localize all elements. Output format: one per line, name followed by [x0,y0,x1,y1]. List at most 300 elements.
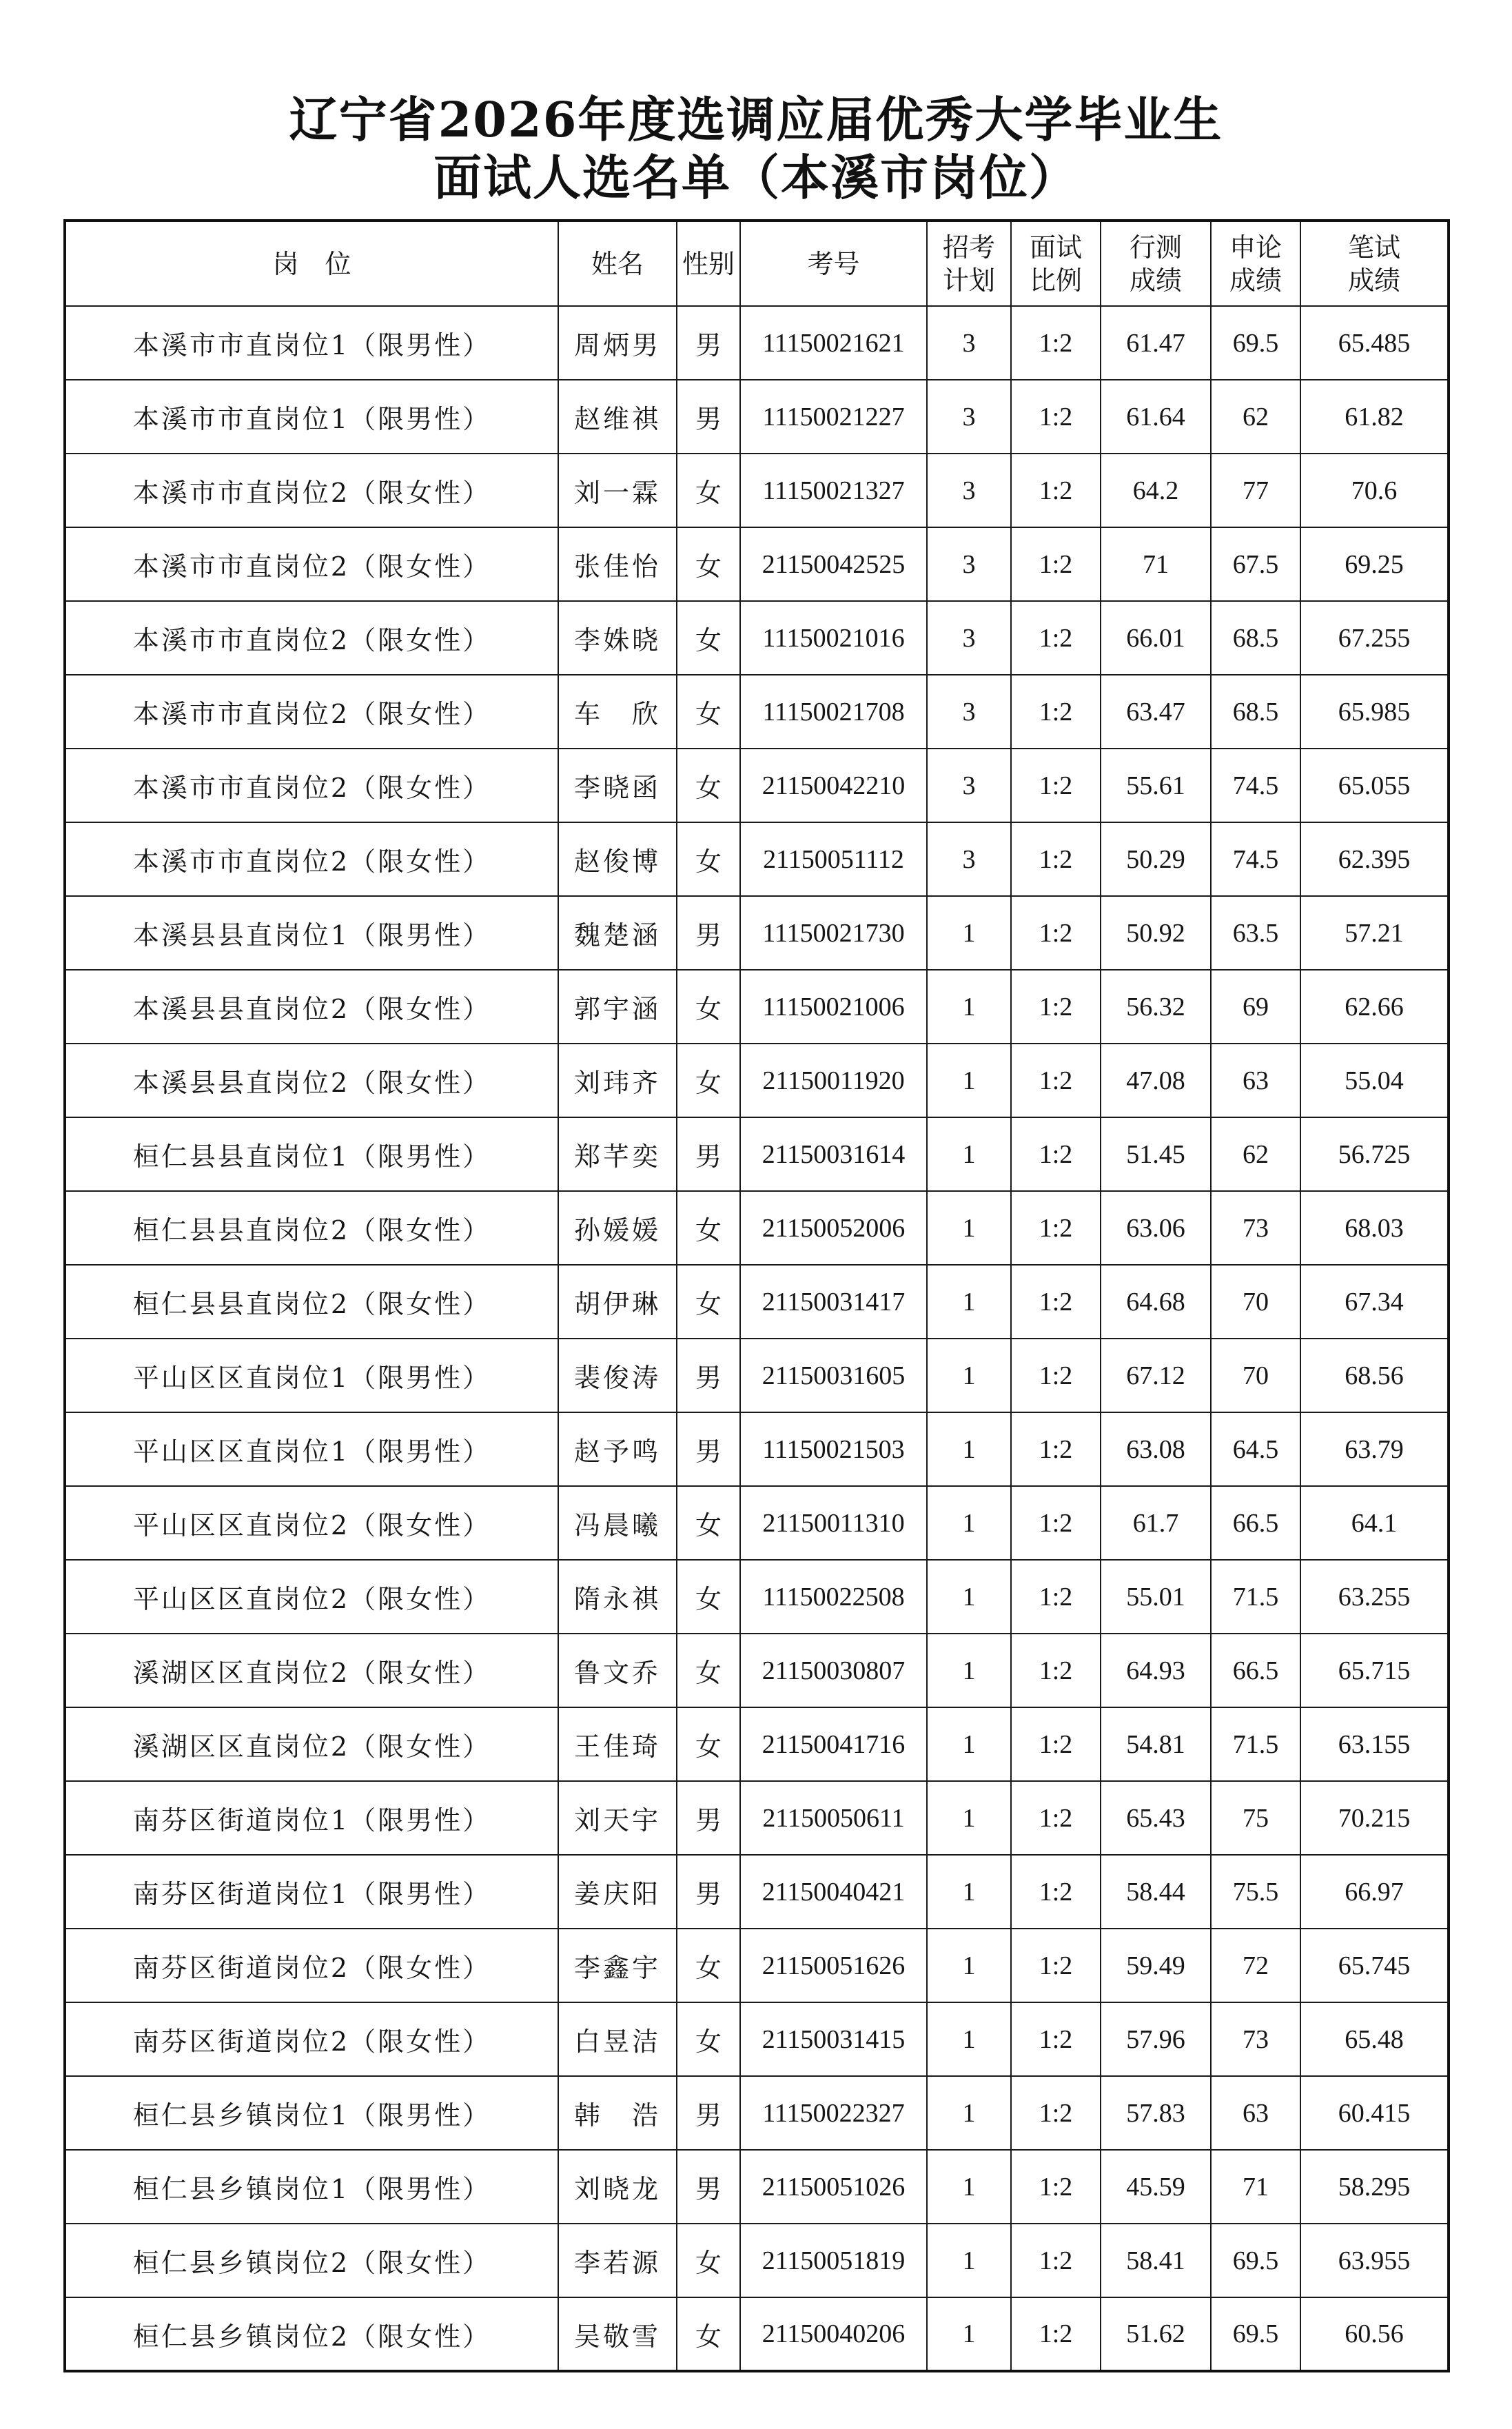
plan-cell: 1 [927,2150,1011,2224]
written-score-cell: 66.97 [1300,1855,1449,1929]
gender-cell: 女 [677,1486,740,1560]
plan-cell: 1 [927,1560,1011,1634]
post-cell: 本溪市市直岗位2（限女性） [65,675,558,749]
name-cell: 赵俊博 [558,822,677,896]
name-cell: 裴俊涛 [558,1339,677,1412]
table-row [65,749,1449,822]
post-cell: 桓仁县乡镇岗位2（限女性） [65,2297,558,2371]
written-score-cell: 68.03 [1300,1191,1449,1265]
post-cell: 平山区区直岗位2（限女性） [65,1560,558,1634]
written-score-cell: 61.82 [1300,380,1449,454]
xingce-score-cell: 61.7 [1101,1486,1211,1560]
post-cell: 溪湖区区直岗位2（限女性） [65,1634,558,1707]
table-row [65,1560,1449,1634]
xingce-score-cell: 61.47 [1101,306,1211,380]
gender-cell: 女 [677,2297,740,2371]
post-cell: 桓仁县县直岗位2（限女性） [65,1265,558,1339]
table-row [65,2076,1449,2150]
header-xingce-line2: 成绩 [1129,265,1182,296]
name-cell: 刘晓龙 [558,2150,677,2224]
written-score-cell: 60.415 [1300,2076,1449,2150]
table-row [65,1191,1449,1265]
header-post: 岗 位 [65,221,558,306]
post-cell: 本溪市市直岗位1（限男性） [65,306,558,380]
shenlun-score-cell: 69.5 [1211,2224,1300,2297]
plan-cell: 1 [927,1486,1011,1560]
plan-cell: 3 [927,675,1011,749]
xingce-score-cell: 71 [1101,527,1211,601]
exam-no-cell: 21150031605 [740,1339,927,1412]
post-cell: 桓仁县县直岗位2（限女性） [65,1191,558,1265]
xingce-score-cell: 58.41 [1101,2224,1211,2297]
written-score-cell: 62.66 [1300,970,1449,1044]
written-score-cell: 56.725 [1300,1117,1449,1191]
xingce-score-cell: 63.47 [1101,675,1211,749]
table-row [65,1486,1449,1560]
shenlun-score-cell: 70 [1211,1339,1300,1412]
shenlun-score-cell: 73 [1211,2002,1300,2076]
shenlun-score-cell: 75.5 [1211,1855,1300,1929]
gender-cell: 女 [677,601,740,675]
post-cell: 南芬区街道岗位2（限女性） [65,1929,558,2002]
plan-cell: 3 [927,306,1011,380]
shenlun-score-cell: 64.5 [1211,1412,1300,1486]
shenlun-score-cell: 66.5 [1211,1634,1300,1707]
ratio-cell: 1:2 [1011,1929,1101,2002]
written-score-cell: 63.255 [1300,1560,1449,1634]
xingce-score-cell: 50.92 [1101,896,1211,970]
ratio-cell: 1:2 [1011,1560,1101,1634]
plan-cell: 1 [927,1044,1011,1117]
plan-cell: 1 [927,1412,1011,1486]
header-plan-line1: 招考 [942,232,995,263]
ratio-cell: 1:2 [1011,306,1101,380]
name-cell: 刘玮齐 [558,1044,677,1117]
name-cell: 姜庆阳 [558,1855,677,1929]
gender-cell: 女 [677,2002,740,2076]
xingce-score-cell: 54.81 [1101,1707,1211,1781]
exam-no-cell: 21150011920 [740,1044,927,1117]
xingce-score-cell: 67.12 [1101,1339,1211,1412]
name-cell: 张佳怡 [558,527,677,601]
post-cell: 本溪县县直岗位1（限男性） [65,896,558,970]
name-cell: 王佳琦 [558,1707,677,1781]
exam-no-cell: 21150041716 [740,1707,927,1781]
plan-cell: 3 [927,749,1011,822]
xingce-score-cell: 63.08 [1101,1412,1211,1486]
xingce-score-cell: 50.29 [1101,822,1211,896]
ratio-cell: 1:2 [1011,1486,1101,1560]
exam-no-cell: 11150021016 [740,601,927,675]
xingce-score-cell: 61.64 [1101,380,1211,454]
written-score-cell: 69.25 [1300,527,1449,601]
name-cell: 吴敬雪 [558,2297,677,2371]
name-cell: 白昱洁 [558,2002,677,2076]
xingce-score-cell: 66.01 [1101,601,1211,675]
post-cell: 本溪市市直岗位2（限女性） [65,454,558,527]
shenlun-score-cell: 63 [1211,2076,1300,2150]
plan-cell: 3 [927,380,1011,454]
header-xingce-line1: 行测 [1129,232,1182,263]
ratio-cell: 1:2 [1011,1634,1101,1707]
header-ratio-line2: 比例 [1029,265,1082,296]
table-row [65,1929,1449,2002]
gender-cell: 男 [677,1781,740,1855]
post-cell: 平山区区直岗位2（限女性） [65,1486,558,1560]
table-row [65,2297,1449,2371]
page-subtitle: 面试人选名单（本溪市岗位） [433,149,1079,206]
ratio-cell: 1:2 [1011,527,1101,601]
plan-cell: 1 [927,1634,1011,1707]
plan-cell: 3 [927,454,1011,527]
ratio-cell: 1:2 [1011,749,1101,822]
post-cell: 平山区区直岗位1（限男性） [65,1412,558,1486]
exam-no-cell: 21150052006 [740,1191,927,1265]
table-row [65,1339,1449,1412]
xingce-score-cell: 56.32 [1101,970,1211,1044]
post-cell: 本溪市市直岗位2（限女性） [65,527,558,601]
table-row [65,527,1449,601]
shenlun-score-cell: 74.5 [1211,749,1300,822]
post-cell: 桓仁县乡镇岗位1（限男性） [65,2150,558,2224]
plan-cell: 1 [927,2224,1011,2297]
post-cell: 南芬区街道岗位1（限男性） [65,1781,558,1855]
header-written-line2: 成绩 [1347,265,1400,296]
shenlun-score-cell: 74.5 [1211,822,1300,896]
xingce-score-cell: 45.59 [1101,2150,1211,2224]
plan-cell: 1 [927,1929,1011,2002]
table-row [65,2002,1449,2076]
header-plan-line2: 计划 [942,265,995,296]
shenlun-score-cell: 68.5 [1211,675,1300,749]
written-score-cell: 55.04 [1300,1044,1449,1117]
written-score-cell: 64.1 [1300,1486,1449,1560]
gender-cell: 女 [677,527,740,601]
gender-cell: 男 [677,896,740,970]
candidate-table [63,219,1450,2372]
name-cell: 刘一霖 [558,454,677,527]
name-cell: 李姝晓 [558,601,677,675]
exam-no-cell: 21150040421 [740,1855,927,1929]
ratio-cell: 1:2 [1011,1191,1101,1265]
page-title: 辽宁省2026年度选调应届优秀大学毕业生 [289,91,1223,148]
shenlun-score-cell: 68.5 [1211,601,1300,675]
written-score-cell: 67.34 [1300,1265,1449,1339]
ratio-cell: 1:2 [1011,2297,1101,2371]
table-row [65,1707,1449,1781]
xingce-score-cell: 64.68 [1101,1265,1211,1339]
gender-cell: 女 [677,1929,740,2002]
exam-no-cell: 21150050611 [740,1781,927,1855]
post-cell: 本溪市市直岗位2（限女性） [65,749,558,822]
written-score-cell: 63.155 [1300,1707,1449,1781]
shenlun-score-cell: 71.5 [1211,1707,1300,1781]
written-score-cell: 67.255 [1300,601,1449,675]
written-score-cell: 63.955 [1300,2224,1449,2297]
name-cell: 胡伊琳 [558,1265,677,1339]
exam-no-cell: 21150040206 [740,2297,927,2371]
post-cell: 南芬区街道岗位1（限男性） [65,1855,558,1929]
plan-cell: 1 [927,970,1011,1044]
exam-no-cell: 21150042525 [740,527,927,601]
ratio-cell: 1:2 [1011,1781,1101,1855]
xingce-score-cell: 59.49 [1101,1929,1211,2002]
shenlun-score-cell: 77 [1211,454,1300,527]
written-score-cell: 57.21 [1300,896,1449,970]
plan-cell: 1 [927,1707,1011,1781]
ratio-cell: 1:2 [1011,1265,1101,1339]
name-cell: 李晓函 [558,749,677,822]
header-row [65,221,1449,306]
exam-no-cell: 11150021006 [740,970,927,1044]
post-cell: 本溪县县直岗位2（限女性） [65,1044,558,1117]
shenlun-score-cell: 63 [1211,1044,1300,1117]
written-score-cell: 65.48 [1300,2002,1449,2076]
table-row [65,601,1449,675]
gender-cell: 女 [677,970,740,1044]
ratio-cell: 1:2 [1011,822,1101,896]
exam-no-cell: 21150031415 [740,2002,927,2076]
written-score-cell: 70.215 [1300,1781,1449,1855]
written-score-cell: 60.56 [1300,2297,1449,2371]
gender-cell: 女 [677,1265,740,1339]
name-cell: 韩 浩 [558,2076,677,2150]
post-cell: 平山区区直岗位1（限男性） [65,1339,558,1412]
exam-no-cell: 21150030807 [740,1634,927,1707]
exam-no-cell: 21150051626 [740,1929,927,2002]
shenlun-score-cell: 66.5 [1211,1486,1300,1560]
name-cell: 李鑫宇 [558,1929,677,2002]
written-score-cell: 58.295 [1300,2150,1449,2224]
table-row [65,822,1449,896]
table-row [65,1265,1449,1339]
ratio-cell: 1:2 [1011,1707,1101,1781]
exam-no-cell: 11150021227 [740,380,927,454]
ratio-cell: 1:2 [1011,2002,1101,2076]
exam-no-cell: 11150021708 [740,675,927,749]
plan-cell: 3 [927,822,1011,896]
ratio-cell: 1:2 [1011,970,1101,1044]
exam-no-cell: 21150051112 [740,822,927,896]
gender-cell: 女 [677,822,740,896]
shenlun-score-cell: 71 [1211,2150,1300,2224]
table-row [65,454,1449,527]
table-row [65,306,1449,380]
header-xingce [1101,221,1211,306]
name-cell: 鲁文乔 [558,1634,677,1707]
table-row [65,1412,1449,1486]
xingce-score-cell: 55.01 [1101,1560,1211,1634]
post-cell: 桓仁县县直岗位1（限男性） [65,1117,558,1191]
xingce-score-cell: 65.43 [1101,1781,1211,1855]
shenlun-score-cell: 69 [1211,970,1300,1044]
ratio-cell: 1:2 [1011,2150,1101,2224]
plan-cell: 1 [927,1191,1011,1265]
plan-cell: 1 [927,2002,1011,2076]
name-cell: 郑芊奕 [558,1117,677,1191]
gender-cell: 男 [677,2150,740,2224]
exam-no-cell: 21150031417 [740,1265,927,1339]
name-cell: 冯晨曦 [558,1486,677,1560]
table-row [65,1855,1449,1929]
exam-no-cell: 21150011310 [740,1486,927,1560]
header-name: 姓名 [558,221,677,306]
written-score-cell: 65.745 [1300,1929,1449,2002]
post-cell: 桓仁县乡镇岗位2（限女性） [65,2224,558,2297]
post-cell: 本溪市市直岗位2（限女性） [65,601,558,675]
gender-cell: 女 [677,2224,740,2297]
header-written-line1: 笔试 [1347,232,1400,263]
gender-cell: 女 [677,1707,740,1781]
gender-cell: 男 [677,1412,740,1486]
written-score-cell: 68.56 [1300,1339,1449,1412]
header-shenlun-line2: 成绩 [1229,265,1282,296]
table-row [65,1781,1449,1855]
ratio-cell: 1:2 [1011,675,1101,749]
gender-cell: 女 [677,1044,740,1117]
gender-cell: 男 [677,380,740,454]
written-score-cell: 65.485 [1300,306,1449,380]
name-cell: 周炳男 [558,306,677,380]
table-row [65,2224,1449,2297]
ratio-cell: 1:2 [1011,896,1101,970]
name-cell: 魏楚涵 [558,896,677,970]
xingce-score-cell: 64.93 [1101,1634,1211,1707]
written-score-cell: 63.79 [1300,1412,1449,1486]
exam-no-cell: 11150021327 [740,454,927,527]
header-exam-no: 考号 [740,221,927,306]
xingce-score-cell: 63.06 [1101,1191,1211,1265]
xingce-score-cell: 57.96 [1101,2002,1211,2076]
header-ratio [1011,221,1101,306]
ratio-cell: 1:2 [1011,2076,1101,2150]
ratio-cell: 1:2 [1011,2224,1101,2297]
header-gender: 性别 [677,221,740,306]
ratio-cell: 1:2 [1011,601,1101,675]
shenlun-score-cell: 62 [1211,380,1300,454]
ratio-cell: 1:2 [1011,1855,1101,1929]
written-score-cell: 70.6 [1300,454,1449,527]
plan-cell: 1 [927,2297,1011,2371]
post-cell: 本溪市市直岗位1（限男性） [65,380,558,454]
header-written [1300,221,1449,306]
gender-cell: 女 [677,1560,740,1634]
exam-no-cell: 11150021730 [740,896,927,970]
shenlun-score-cell: 69.5 [1211,306,1300,380]
table-body [65,306,1449,2371]
ratio-cell: 1:2 [1011,1117,1101,1191]
written-score-cell: 62.395 [1300,822,1449,896]
header-ratio-line1: 面试 [1029,232,1082,263]
header-plan [927,221,1011,306]
xingce-score-cell: 58.44 [1101,1855,1211,1929]
post-cell: 南芬区街道岗位2（限女性） [65,2002,558,2076]
ratio-cell: 1:2 [1011,454,1101,527]
name-cell: 赵予鸣 [558,1412,677,1486]
ratio-cell: 1:2 [1011,1044,1101,1117]
gender-cell: 女 [677,454,740,527]
ratio-cell: 1:2 [1011,380,1101,454]
gender-cell: 男 [677,1339,740,1412]
shenlun-score-cell: 72 [1211,1929,1300,2002]
table-row [65,380,1449,454]
table-row [65,896,1449,970]
shenlun-score-cell: 70 [1211,1265,1300,1339]
plan-cell: 1 [927,896,1011,970]
shenlun-score-cell: 67.5 [1211,527,1300,601]
name-cell: 隋永祺 [558,1560,677,1634]
shenlun-score-cell: 63.5 [1211,896,1300,970]
gender-cell: 男 [677,2076,740,2150]
plan-cell: 1 [927,1117,1011,1191]
exam-no-cell: 21150051819 [740,2224,927,2297]
name-cell: 郭宇涵 [558,970,677,1044]
header-shenlun [1211,221,1300,306]
gender-cell: 女 [677,749,740,822]
post-cell: 本溪县县直岗位2（限女性） [65,970,558,1044]
post-cell: 桓仁县乡镇岗位1（限男性） [65,2076,558,2150]
table-row [65,675,1449,749]
table-row [65,1117,1449,1191]
plan-cell: 3 [927,601,1011,675]
post-cell: 溪湖区区直岗位2（限女性） [65,1707,558,1781]
name-cell: 孙媛媛 [558,1191,677,1265]
plan-cell: 1 [927,1265,1011,1339]
header-shenlun-line1: 申论 [1229,232,1282,263]
table-row [65,1634,1449,1707]
exam-no-cell: 11150022327 [740,2076,927,2150]
exam-no-cell: 21150051026 [740,2150,927,2224]
shenlun-score-cell: 71.5 [1211,1560,1300,1634]
xingce-score-cell: 64.2 [1101,454,1211,527]
exam-no-cell: 11150022508 [740,1560,927,1634]
plan-cell: 1 [927,1855,1011,1929]
name-cell: 赵维祺 [558,380,677,454]
gender-cell: 男 [677,306,740,380]
gender-cell: 男 [677,1117,740,1191]
ratio-cell: 1:2 [1011,1339,1101,1412]
xingce-score-cell: 51.62 [1101,2297,1211,2371]
plan-cell: 1 [927,1339,1011,1412]
name-cell: 车 欣 [558,675,677,749]
shenlun-score-cell: 69.5 [1211,2297,1300,2371]
table-row [65,2150,1449,2224]
shenlun-score-cell: 62 [1211,1117,1300,1191]
ratio-cell: 1:2 [1011,1412,1101,1486]
xingce-score-cell: 47.08 [1101,1044,1211,1117]
xingce-score-cell: 55.61 [1101,749,1211,822]
gender-cell: 女 [677,675,740,749]
shenlun-score-cell: 75 [1211,1781,1300,1855]
name-cell: 李若源 [558,2224,677,2297]
written-score-cell: 65.715 [1300,1634,1449,1707]
written-score-cell: 65.985 [1300,675,1449,749]
exam-no-cell: 21150042210 [740,749,927,822]
name-cell: 刘天宇 [558,1781,677,1855]
plan-cell: 1 [927,2076,1011,2150]
written-score-cell: 65.055 [1300,749,1449,822]
gender-cell: 男 [677,1855,740,1929]
plan-cell: 1 [927,1781,1011,1855]
exam-no-cell: 11150021503 [740,1412,927,1486]
plan-cell: 3 [927,527,1011,601]
exam-no-cell: 21150031614 [740,1117,927,1191]
xingce-score-cell: 51.45 [1101,1117,1211,1191]
table-row [65,970,1449,1044]
shenlun-score-cell: 73 [1211,1191,1300,1265]
gender-cell: 女 [677,1634,740,1707]
post-cell: 本溪市市直岗位2（限女性） [65,822,558,896]
